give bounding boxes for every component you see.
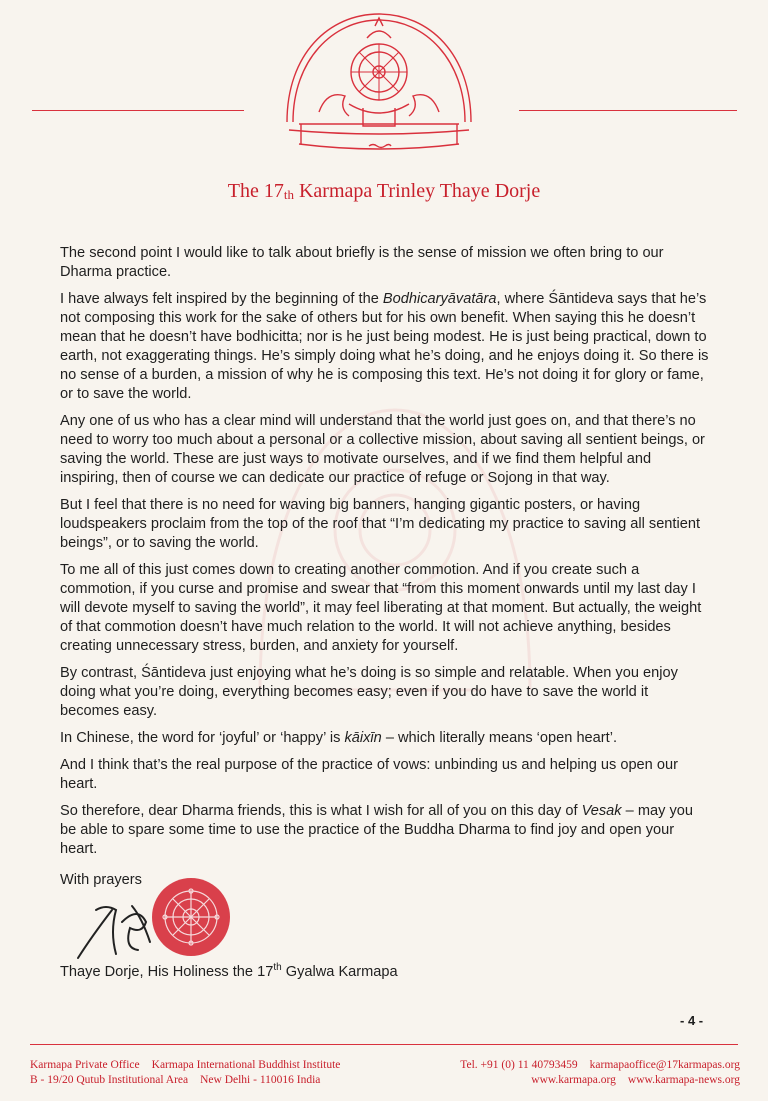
paragraph: To me all of this just comes down to creating another commotion. And if you create such a commotion, if you curse and promise and swear that “from this moment onwards until my last day I will devote myself to saving the world”, it may feel liberating at that moment. But actually, the weight of that commotion doesn’t have much relation to the world. It will not achieve anything, besides creating unnecessary stress, burden, and anxiety for yourself. [60,562,702,654]
letter-body [60,244,710,867]
footer-address: B - 19/20 Qutub Institutional Area [30,1074,189,1086]
footer-email-link[interactable]: karmapaoffice@17karmapas.org [589,1059,740,1071]
paragraph: So therefore, dear Dharma friends, this is what I wish for all of you on this day of Vesak – may you be able to spare some time to use the practice of the Buddha Dharma to find joy and open your heart. [60,803,693,857]
closing-prayers: With prayers [60,872,142,888]
closing-signoff: Thaye Dorje, His Holiness the 17th Gyalwa Karmapa [60,962,398,980]
header-rule-right [519,110,737,111]
footer-website-link[interactable]: www.karmapa.org [531,1074,616,1086]
footer-tel: Tel. +91 (0) 11 40793459 [460,1059,578,1071]
paragraph: Any one of us who has a clear mind will understand that the world just goes on, and that there’s no need to worry too much about a personal or a collective mission, about saving all sentient beings, or saving the world. These are just ways to motivate ourselves, and if we find them helpful and inspiring, then of course we can dedicate our practice of refuge or Sojong in that way. [60,413,705,486]
footer-city: New Delhi - 110016 India [200,1074,321,1086]
footer-office: Karmapa Private Office [30,1059,140,1071]
letterhead-title: The $17_{th}$ Karmapa Trinley Thaye Dorje [227,180,541,202]
paragraph: But I feel that there is no need for waving big banners, hanging gigantic posters, or having loudspeakers proclaim from the top of the roof that “I’m dedicating my practice to saving all sentient beings”, or to saving the world. [60,497,701,551]
paragraph: I have always felt inspired by the beginning of the Bodhicaryāvatāra, where Śāntideva says that he’s not composing this work for the sake of others but for his own benefit. When saying this he doesn’t mean that he doesn’t have bodhicitta; nor is he just being modest. He is just being practical, down to earth, not exaggerating things. He’s simply doing what he’s doing, and he enjoys doing it. So there is no sense of a burden, a mission of why he is composing this text. He’s not doing it for glory or fame, or to save the world. [60,291,709,402]
page-number: - 4 - [680,1013,704,1028]
footer-address-block [30,1058,340,1088]
paragraph: And I think that’s the real purpose of the practice of vows: unbinding us and helping us open our heart. [60,757,678,792]
paragraph: By contrast, Śāntideva just enjoying what he’s doing is so simple and relatable. When you enjoy doing what you’re doing, everything becomes easy; even if you do have to save the world it becomes easy. [60,665,678,719]
footer-institute: Karmapa International Buddhist Institute [151,1059,341,1071]
paragraph: In Chinese, the word for ‘joyful’ or ‘happy’ is kāixīn – which literally means ‘open heart’. [60,730,618,746]
dharma-wheel-crest-icon [279,4,479,164]
footer-contact-block [446,1058,740,1088]
seal-icon [150,876,232,958]
paragraph: The second point I would like to talk about briefly is the sense of mission we often bring to our Dharma practice. [60,245,664,280]
footer-news-link[interactable]: www.karmapa-news.org [627,1074,740,1086]
header-rule-left [32,110,244,111]
footer-rule [30,1044,738,1045]
